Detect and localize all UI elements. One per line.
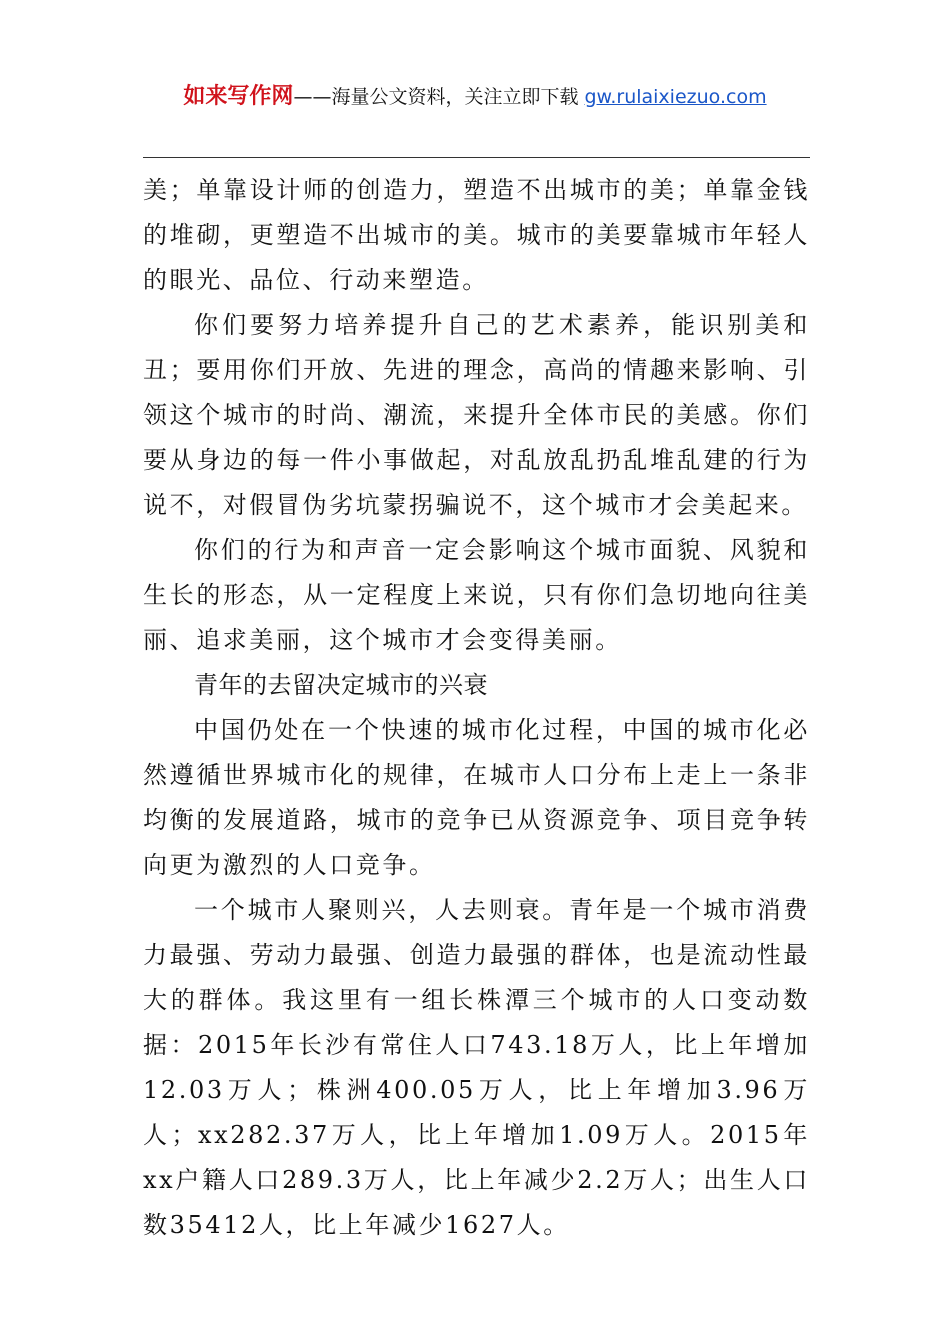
- section-heading: 青年的去留决定城市的兴衰: [194, 671, 488, 699]
- header-divider: [143, 157, 810, 158]
- paragraph-4: 中国仍处在一个快速的城市化过程，中国的城市化必然遵循世界城市化的规律，在城市人口分布上走上一条非均衡的发展道路，城市的竞争已从资源竞争、项目竞争转向更为激烈的人口竞争。: [143, 716, 810, 879]
- paragraph-3: 你们的行为和声音一定会影响这个城市面貌、风貌和生长的形态，从一定程度上来说，只有你们急切地向往美丽、追求美丽，这个城市才会变得美丽。: [143, 536, 810, 654]
- paragraph-2: 你们要努力培养提升自己的艺术素养，能识别美和丑；要用你们开放、先进的理念，高尚的情趣来影响、引领这个城市的时尚、潮流，来提升全体市民的美感。你们要从身边的每一件小事做起，对乱放乱扔乱堆乱建的行为说不，对假冒伪劣坑蒙拐骗说不，这个城市才会美起来。: [143, 311, 810, 519]
- page-header: [0, 82, 950, 112]
- site-link[interactable]: gw.rulaixiezuo.com: [584, 86, 767, 108]
- paragraph-1: 美；单靠设计师的创造力，塑造不出城市的美；单靠金钱的堆砌，更塑造不出城市的美。城市的美要靠城市年轻人的眼光、品位、行动来塑造。: [143, 176, 810, 294]
- document-body: [143, 168, 810, 1248]
- brand-name: 如来写作网: [183, 84, 294, 109]
- paragraph-5: 一个城市人聚则兴，人去则衰。青年是一个城市消费力最强、劳动力最强、创造力最强的群体，也是流动性最大的群体。我这里有一组长株潭三个城市的人口变动数据：2015年长沙有常住人口743.18万人，比上年增加12.03万人；株洲400.05万人，比上年增加3.96万人；xx282.37万人，比上年增加1.09万人。2015年xx户籍人口289.3万人，比上年减少2.2万人；出生人口数35412人，比上年减少1627人。: [143, 896, 810, 1239]
- header-tagline: ——海量公文资料，关注立即下载: [293, 86, 585, 108]
